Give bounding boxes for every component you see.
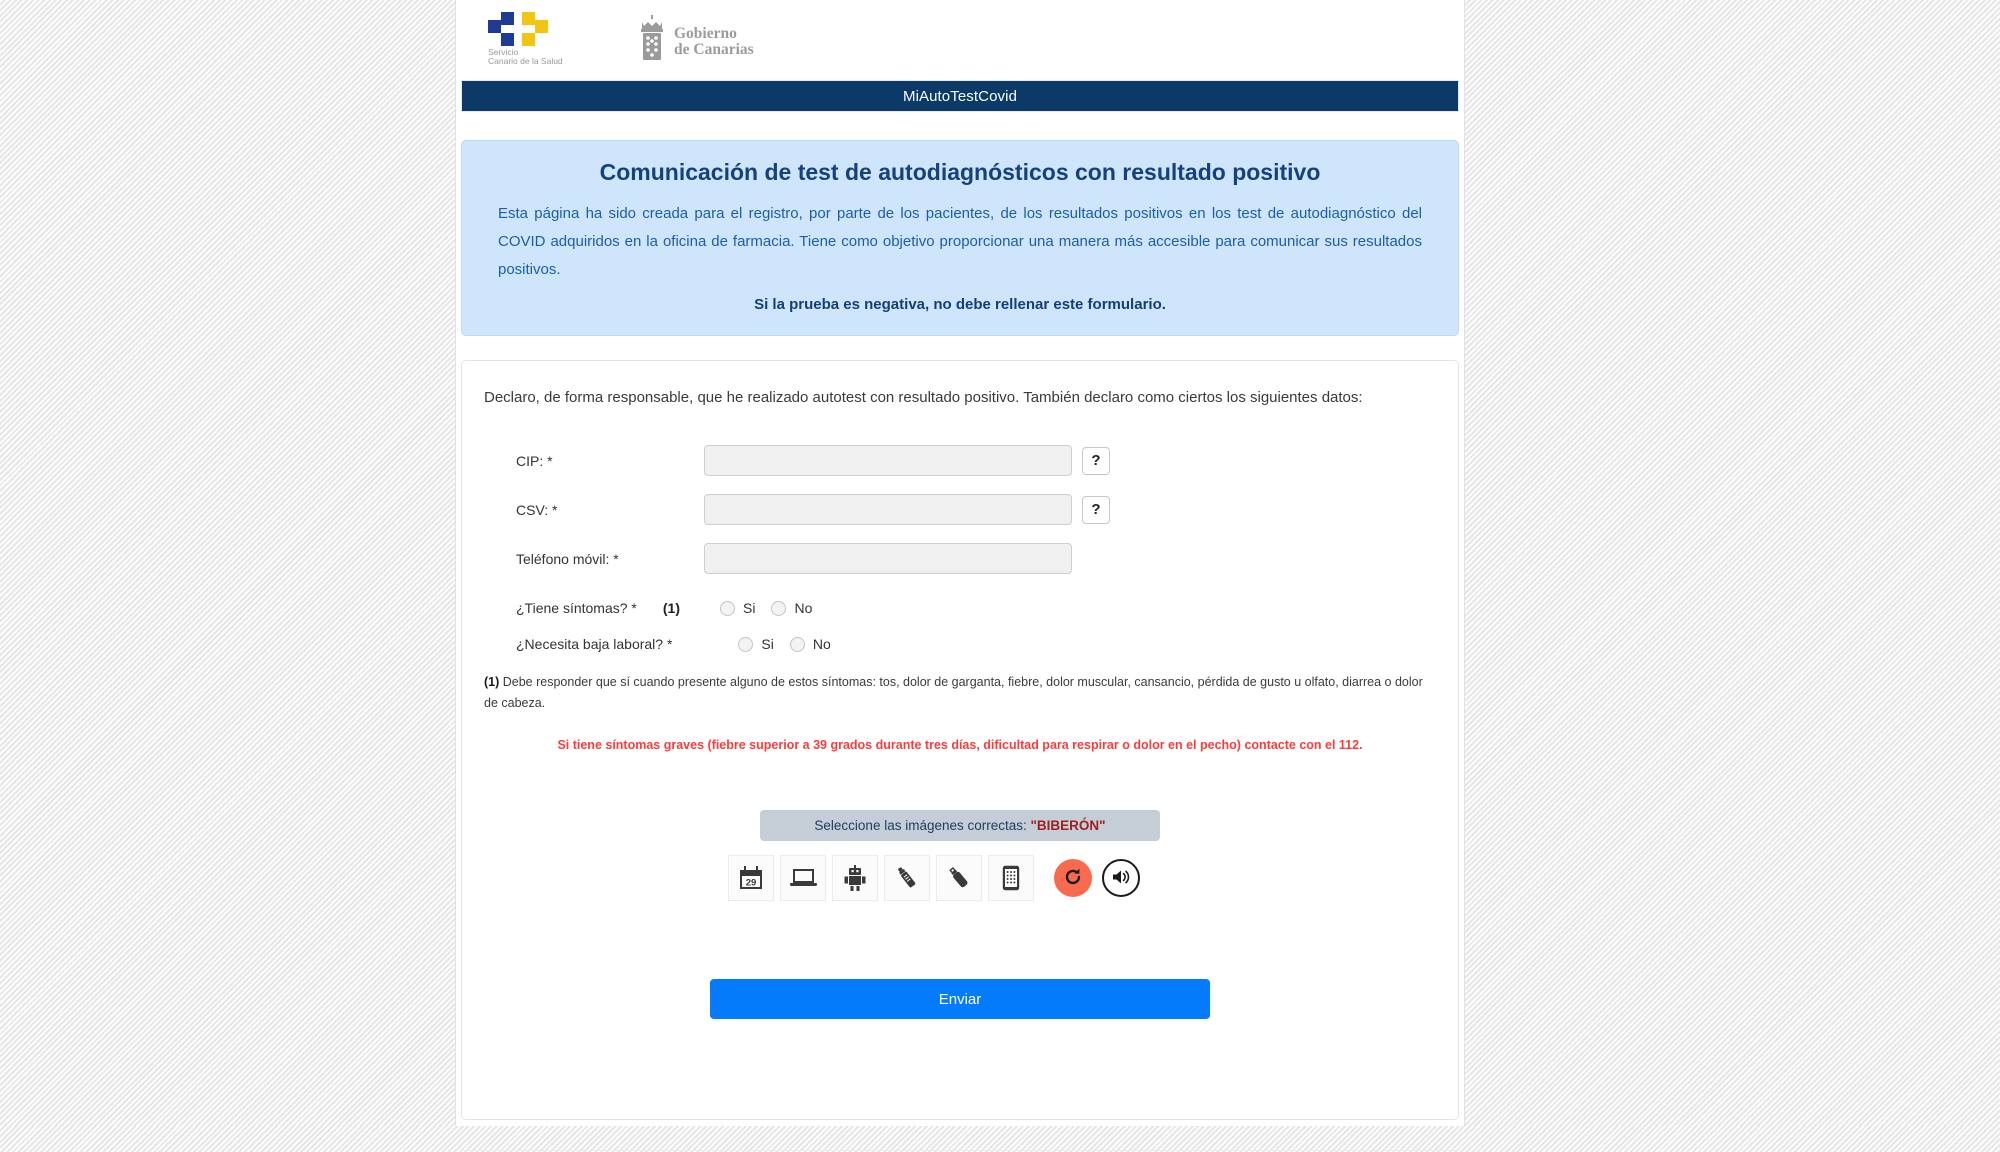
form-card bbox=[461, 360, 1459, 1120]
declaration-text: Declaro, de forma responsable, que he realizado autotest con resultado positivo. También declaro como ciertos los siguientes datos: bbox=[484, 389, 1363, 406]
baja-laboral-option-no-label: No bbox=[812, 636, 831, 652]
telefono-label: Teléfono móvil: * bbox=[516, 550, 619, 567]
captcha-prompt-prefix: Seleccione las imágenes correctas: bbox=[814, 818, 1031, 833]
brand-bar bbox=[456, 0, 1464, 80]
gob-logo-line1: Gobierno bbox=[674, 24, 737, 42]
scs-logo-line2: Canario de la Salud bbox=[488, 55, 563, 64]
radio-circle-icon[interactable] bbox=[738, 637, 753, 652]
captcha-tiles-row bbox=[728, 855, 1140, 901]
laptop-icon bbox=[790, 867, 817, 889]
robot-icon bbox=[843, 865, 867, 891]
captcha-tile-calendar[interactable] bbox=[728, 855, 774, 901]
csv-help-button[interactable]: ? bbox=[1082, 496, 1110, 524]
baja-laboral-option-si-label: Si bbox=[761, 636, 774, 652]
field-row-csv bbox=[484, 494, 1436, 525]
navbar-title: MiAutoTestCovid bbox=[902, 87, 1018, 105]
csv-label: CSV: * bbox=[516, 501, 558, 518]
navbar bbox=[461, 80, 1459, 112]
info-panel bbox=[461, 140, 1459, 336]
scs-logo-line1: Servicio bbox=[488, 46, 519, 57]
cip-label: CIP: * bbox=[516, 452, 553, 469]
sintomas-option-si[interactable] bbox=[720, 600, 755, 616]
baja-laboral-option-no[interactable] bbox=[790, 636, 831, 652]
sintomas-label: ¿Tiene síntomas? * bbox=[516, 600, 637, 616]
radio-row-baja-laboral bbox=[484, 636, 1436, 652]
info-panel-note: Si la prueba es negativa, no debe rellenar este formulario. bbox=[754, 296, 1166, 313]
field-row-cip bbox=[484, 445, 1436, 476]
enviar-button[interactable]: Enviar bbox=[710, 979, 1210, 1019]
csv-input[interactable] bbox=[704, 494, 1072, 525]
captcha-target-word: "BIBERÓN" bbox=[1030, 818, 1106, 833]
symptoms-footnote bbox=[484, 672, 1436, 714]
captcha-prompt bbox=[760, 810, 1160, 841]
baja-laboral-label: ¿Necesita baja laboral? * bbox=[516, 636, 673, 652]
radio-circle-icon[interactable] bbox=[720, 601, 735, 616]
captcha-tile-robot[interactable] bbox=[832, 855, 878, 901]
calendar-icon bbox=[738, 865, 764, 891]
telefono-movil-input[interactable] bbox=[704, 543, 1072, 574]
glue-bottle-icon bbox=[946, 865, 972, 891]
gobierno-de-canarias-logo bbox=[638, 13, 778, 68]
sintomas-option-no[interactable] bbox=[771, 600, 812, 616]
captcha-audio-button[interactable] bbox=[1102, 859, 1140, 897]
sintomas-footnote-marker: (1) bbox=[662, 600, 680, 616]
captcha-tile-mobile-phone[interactable] bbox=[988, 855, 1034, 901]
baby-bottle-icon bbox=[894, 865, 920, 891]
sintomas-radio-group bbox=[720, 600, 828, 616]
cip-help-button[interactable]: ? bbox=[1082, 447, 1110, 475]
captcha-tile-glue-bottle[interactable] bbox=[936, 855, 982, 901]
submit-row bbox=[484, 979, 1436, 1019]
sintomas-option-si-label: Si bbox=[743, 600, 756, 616]
footnote-marker: (1) bbox=[484, 675, 500, 689]
footnote-text: Debe responder que sí cuando presente alguno de estos síntomas: tos, dolor de garganta, fiebre, dolor muscular, cansancio, pérdida de gusto u olfato, diarrea o dolor de cabeza. bbox=[484, 675, 1423, 710]
svg-text:29: 29 bbox=[745, 877, 757, 889]
radio-row-sintomas bbox=[484, 600, 1436, 616]
severe-symptoms-warning: Si tiene síntomas graves (fiebre superior a 39 grados durante tres días, dificultad para respirar o dolor en el pecho) contacte con el 112. bbox=[557, 738, 1363, 752]
field-row-telefono bbox=[484, 543, 1436, 574]
sintomas-option-no-label: No bbox=[794, 600, 813, 616]
radio-circle-icon[interactable] bbox=[771, 601, 786, 616]
page-container bbox=[455, 0, 1465, 1126]
info-panel-body: Esta página ha sido creada para el registro, por parte de los pacientes, de los resultados positivos en los test de autodiagnóstico del COVID adquiridos en la oficina de farmacia. Tiene como objetivo proporcionar una manera más accesible para comunicar sus resultados positivos. bbox=[498, 205, 1422, 278]
cip-input[interactable] bbox=[704, 445, 1072, 476]
radio-circle-icon[interactable] bbox=[790, 637, 805, 652]
gob-logo-line2: de Canarias bbox=[674, 40, 754, 58]
baja-laboral-radio-group bbox=[738, 636, 846, 652]
servicio-canario-salud-logo bbox=[488, 12, 580, 69]
captcha-reload-button[interactable] bbox=[1054, 859, 1092, 897]
captcha-section bbox=[484, 810, 1436, 901]
captcha-tile-laptop[interactable] bbox=[780, 855, 826, 901]
info-panel-title: Comunicación de test de autodiagnósticos con resultado positivo bbox=[599, 159, 1321, 185]
audio-icon bbox=[1111, 868, 1131, 889]
baja-laboral-option-si[interactable] bbox=[738, 636, 773, 652]
mobile-phone-icon bbox=[1002, 865, 1020, 891]
reload-icon bbox=[1063, 867, 1083, 890]
captcha-tile-baby-bottle[interactable] bbox=[884, 855, 930, 901]
